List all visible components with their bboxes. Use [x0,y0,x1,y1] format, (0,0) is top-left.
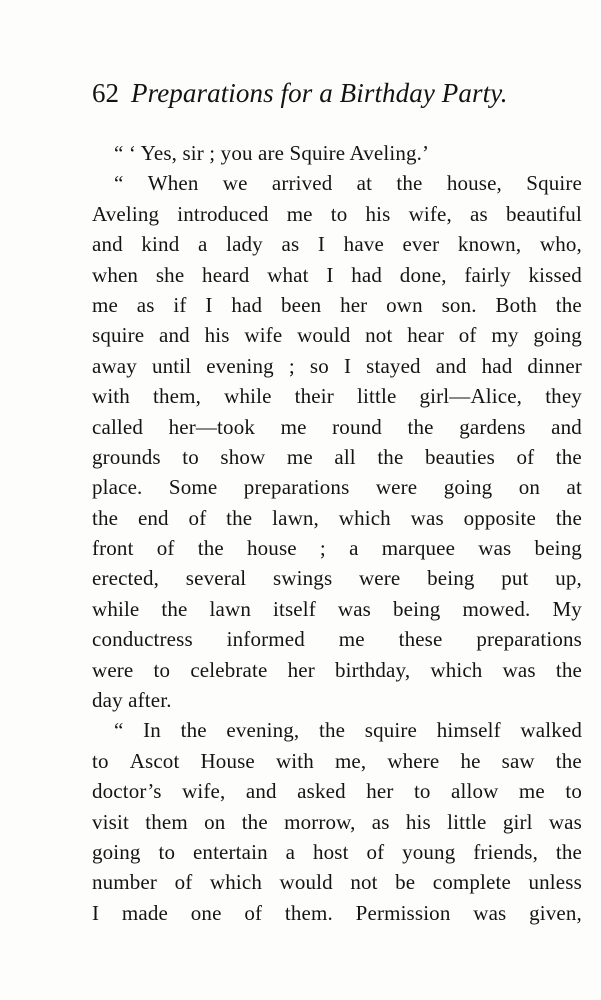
body-text [92,138,582,928]
text-line: were to celebrate her birthday, which was the [92,657,582,682]
text-line: “ ‘ Yes, sir ; you are Squire Aveling.’ [114,141,430,165]
page-number: 62 [92,78,119,108]
text-line: visit them on the morrow, as his little girl was [92,809,582,834]
text-line: the end of the lawn, which was opposite the [92,505,582,530]
text-line: me as if I had been her own son. Both the [92,292,582,317]
text-line: day after. [92,688,172,713]
text-line: and kind a lady as I have ever known, who, [92,232,582,257]
text-line: when she heard what I had done, fairly kissed [92,262,582,287]
running-head [92,78,534,118]
text-line: with them, while their little girl—Alice, they [92,384,582,409]
text-line: grounds to show me all the beauties of the [92,444,582,469]
text-line: “ When we arrived at the house, Squire [114,171,582,196]
text-line: to Ascot House with me, where he saw the [92,748,582,773]
text-line: doctor’s wife, and asked her to allow me to [92,779,582,804]
text-line: conductress informed me these preparations [92,627,582,652]
text-line: while the lawn itself was being mowed. My [92,596,582,621]
text-line: place. Some preparations were going on at [92,475,582,500]
text-line: called her—took me round the gardens and [92,414,582,439]
text-line: “ In the evening, the squire himself walked [114,718,582,743]
text-line: I made one of them. Permission was given, [92,900,582,925]
text-line: squire and his wife would not hear of my going [92,323,582,348]
text-line: going to entertain a host of young friends, the [92,839,582,864]
text-line: erected, several swings were being put up, [92,566,582,591]
text-line: number of which would not be complete unless [92,870,582,895]
running-title: Preparations for a Birthday Party. [131,78,508,108]
text-line: away until evening ; so I stayed and had dinner [92,353,582,378]
text-line: Aveling introduced me to his wife, as beautiful [92,201,582,226]
text-line: front of the house ; a marquee was being [92,536,582,561]
